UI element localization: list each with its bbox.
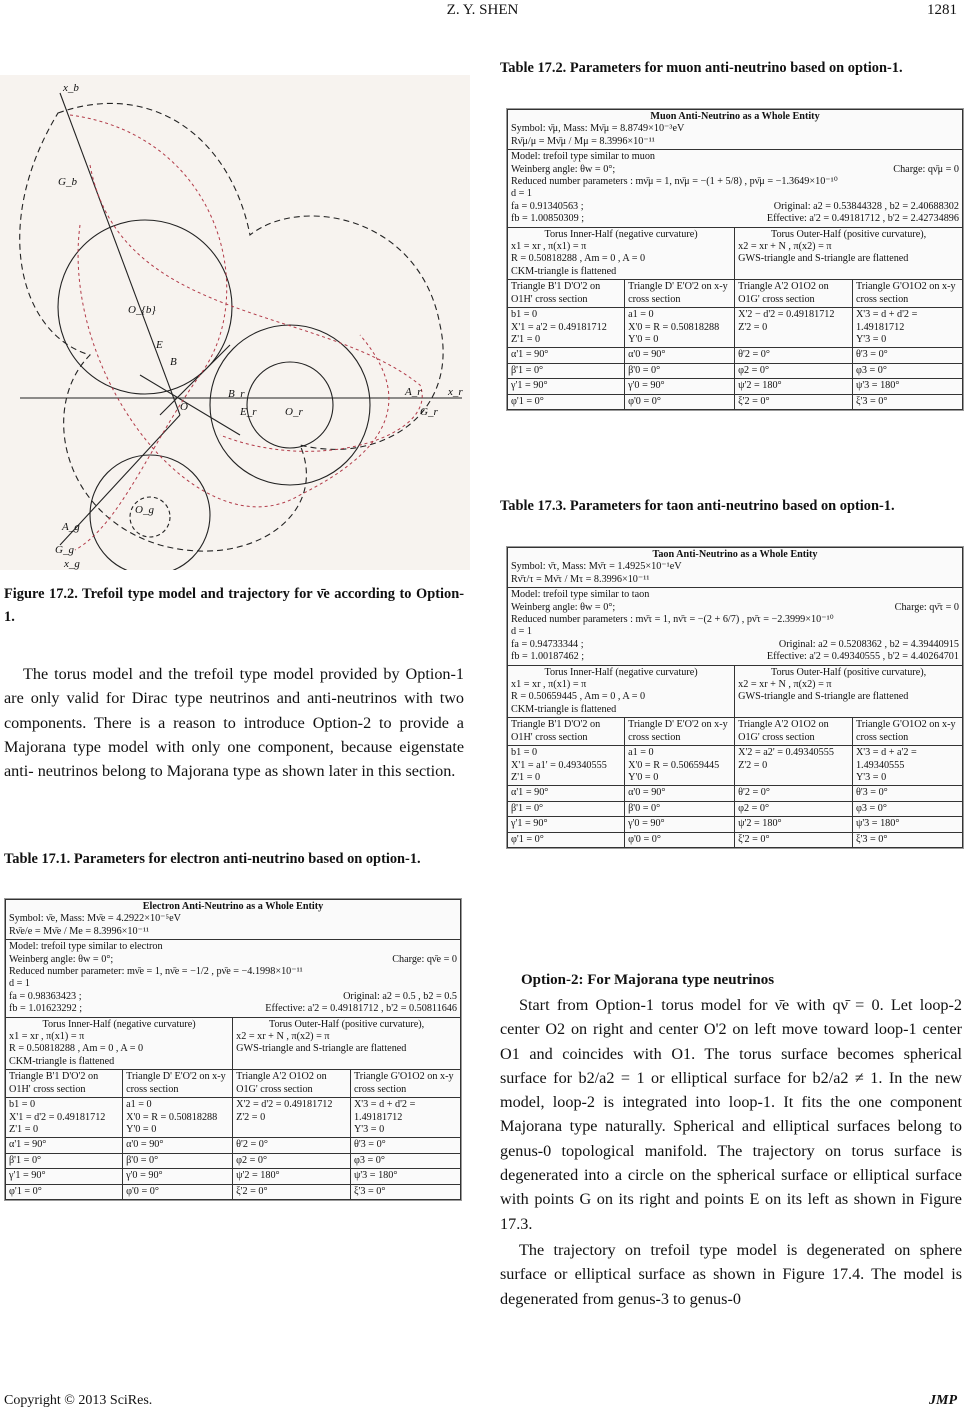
t3-phi-1: φ'0 = 0°	[625, 832, 735, 847]
t3-c4-1: Y'3 = 0	[855, 771, 887, 783]
t1-eff: Effective: a'2 = 0.49181712 , b'2 = 0.50811646	[265, 1003, 457, 1015]
t1-c2-0: a1 = 0	[126, 1099, 152, 1111]
t3-c1-1: X'1 = a1' = 0.49340555	[511, 759, 607, 771]
t2-c1-0: b1 = 0	[511, 309, 538, 321]
figure-caption: Figure 17.2. Trefoil type model and trajectory for ν̄e according to Option-1.	[4, 586, 464, 625]
t2-symbol: Symbol: ν̄μ, Mass: Mν̄μ = 8.8749×10⁻³eV	[511, 123, 685, 135]
t2-inner-head: Torus Inner-Half (negative curvature)	[544, 228, 698, 240]
table-17-3-caption: Table 17.3. Parameters for taon anti-neutrino based on option-1.	[500, 498, 895, 514]
t1-beta-2: φ2 = 0°	[233, 1153, 351, 1168]
t1-c2-1: X'0 = R = 0.50818288	[126, 1111, 218, 1123]
t3-c3-0: X'2 = a2' = 0.49340555	[738, 747, 834, 759]
t2-c4-0: X'3 = d + d'2 = 1.49181712	[855, 309, 918, 333]
t1-tri-a: Triangle A'2 O1O2 on O1G' cross section	[233, 1070, 351, 1098]
t3-tri-g: Triangle G'O1O2 on x-y cross section	[852, 718, 962, 746]
t3-d: d = 1	[511, 626, 533, 638]
t2-outer-l1: x2 = xr + N , π(x2) = π	[738, 241, 832, 253]
t1-phi-0: φ'1 = 0°	[6, 1184, 123, 1199]
trefoil-figure	[0, 75, 470, 570]
t2-c3-0: X'2 − d'2 = 0.49181712	[738, 309, 835, 321]
t1-tri-g: Triangle G'O1O2 on x-y cross section	[350, 1070, 460, 1098]
t1-phi-3: ξ'3 = 0°	[350, 1184, 460, 1199]
t2-model: Model: trefoil type similar to muon	[511, 151, 656, 163]
t3-c1-0: b1 = 0	[511, 747, 538, 759]
t1-outer-head: Torus Outer-Half (positive curvature),	[268, 1018, 425, 1030]
t2-tri-g: Triangle G'O1O2 on x-y cross section	[852, 280, 962, 308]
t2-fb: fb = 1.00850309 ;	[511, 213, 585, 225]
table-17-2-caption: Table 17.2. Parameters for muon anti-neutrino based on option-1.	[500, 60, 903, 76]
t3-model: Model: trefoil type similar to taon	[511, 589, 650, 601]
t1-outer-l2: GWS-triangle and S-triangle are flattened	[236, 1043, 407, 1055]
t1-d: d = 1	[9, 978, 31, 990]
t1-phi-2: ξ'2 = 0°	[233, 1184, 351, 1199]
t3-beta-2: φ2 = 0°	[735, 801, 853, 816]
table-17-1	[4, 898, 462, 1201]
t2-beta-3: φ3 = 0°	[852, 363, 962, 378]
t3-eff: Effective: a'2 = 0.49340555 , b'2 = 4.40264701	[766, 651, 959, 663]
t3-weinberg: Weinberg angle: θw = 0°;	[511, 601, 616, 613]
er-label: E_r	[240, 406, 257, 418]
table-17-2-caption-block	[500, 58, 962, 78]
t1-gamma-2: ψ'2 = 180°	[233, 1169, 351, 1184]
t2-gamma-1: γ'0 = 90°	[625, 379, 735, 394]
t2-c3-1: Z'2 = 0	[738, 321, 768, 333]
t3-gamma-2: ψ'2 = 180°	[735, 817, 853, 832]
t2-tri-a: Triangle A'2 O1O2 on O1G' cross section	[735, 280, 853, 308]
b-label: B	[170, 356, 177, 368]
t2-r: R = 0.50818288 , Am = 0 , A = 0	[511, 253, 646, 265]
table-17-2	[506, 108, 964, 411]
t1-gamma-1: γ'0 = 90°	[123, 1169, 233, 1184]
t2-reduced: Reduced number parameters : mν̄μ = 1, nν̄μ = −(1 + 5/8) , pν̄μ = −1.3649×10⁻¹⁰	[511, 176, 838, 188]
left-body	[4, 662, 464, 783]
t1-c4-0: X'3 = d + d'2 = 1.49181712	[353, 1099, 416, 1123]
t3-phi-3: ξ'3 = 0°	[852, 832, 962, 847]
t3-title: Taon Anti-Neutrino as a Whole Entity	[652, 549, 818, 560]
t3-tri-b: Triangle B'1 D'O'2 on O1H' cross section	[508, 718, 625, 746]
option2-section	[500, 972, 962, 1311]
t1-beta-0: β'1 = 0°	[6, 1153, 123, 1168]
t3-charge: Charge: qν̄τ = 0	[894, 601, 959, 613]
t1-alpha-1: α'0 = 90°	[123, 1138, 233, 1153]
t2-orig: Original: a2 = 0.53844328 , b2 = 2.40688302	[773, 200, 959, 212]
t2-c4-1: Y'3 = 0	[855, 333, 887, 345]
t3-symbol: Symbol: ν̄τ, Mass: Mν̄τ = 1.4925×10⁻¹eV	[511, 561, 682, 573]
t1-ratio: Rν̄e/e = Mν̄e / Me = 8.3996×10⁻¹¹	[9, 925, 150, 937]
t2-alpha-0: α'1 = 90°	[508, 348, 625, 363]
t2-outer-head: Torus Outer-Half (positive curvature),	[770, 228, 927, 240]
t1-beta-3: φ3 = 0°	[350, 1153, 460, 1168]
t1-orig: Original: a2 = 0.5 , b2 = 0.5	[343, 990, 457, 1002]
gr-label: G_r	[420, 406, 438, 418]
t1-reduced: Reduced number parameter: mν̄e = 1, nν̄e = −1/2 , pν̄e = −4.1998×10⁻¹¹	[9, 966, 303, 978]
t3-outer-l1: x2 = xr + N , π(x2) = π	[738, 679, 832, 691]
t1-gamma-3: ψ'3 = 180°	[350, 1169, 460, 1184]
option2-paragraph-2: The trajectory on trefoil type model is degenerated on sphere surface or elliptical surface as shown in Figure 17.4. The model is degenerated from genus-3 to genus-0	[500, 1240, 962, 1308]
t1-fa: fa = 0.98363423 ;	[9, 990, 82, 1002]
t1-c1-0: b1 = 0	[9, 1099, 36, 1111]
t1-c1-2: Z'1 = 0	[9, 1123, 39, 1135]
t1-inner-l1: x1 = xr , π(x1) = π	[9, 1031, 85, 1043]
left-paragraph: The torus model and the trefoil type model provided by Option-1 are only valid for Dirac type neutrinos and anti-neutrinos with two components. There is a reason to introduce Option-2 to provide a Majorana type model with only one component, because eigenstate anti- neutrinos belong to Majorana type as shown later in this section.	[4, 665, 464, 781]
t3-outer-head: Torus Outer-Half (positive curvature),	[770, 666, 927, 678]
t1-tri-d: Triangle D' E'O'2 on x-y cross section	[123, 1070, 233, 1098]
t2-ratio: Rν̄μ/μ = Mν̄μ / Mμ = 8.3996×10⁻¹¹	[511, 135, 655, 147]
t2-beta-1: β'0 = 0°	[625, 363, 735, 378]
br-label: B_r	[228, 388, 245, 400]
t3-gamma-0: γ'1 = 90°	[508, 817, 625, 832]
option2-paragraph-1: Start from Option-1 torus model for ν̄e with qν̄ = 0. Let loop-2 center O2 on right and center O'2 on left move toward loop-1 center O1 and coincides with O1. The torus surface becomes spherical surface for b2/a2 = 1 or elliptical surface for b2/a2 ≠ 1. In the new model, loop-2 is integrated into loop-1. It fits the one component Majorana type naturally. Spherical and elliptical surfaces belong to genus-0 topological manifold. The trajectory on torus surface is degenerated into a circle on the spherical surface or elliptical surface with points G on its right and points E on its left as shown in Figure 17.3.	[500, 996, 962, 1233]
t2-c2-2: Y'0 = 0	[628, 333, 659, 345]
t2-eff: Effective: a'2 = 0.49181712 , b'2 = 2.42734896	[766, 213, 959, 225]
t2-gamma-2: ψ'2 = 180°	[735, 379, 853, 394]
t3-inner-l1: x1 = xr , π(x1) = π	[511, 679, 587, 691]
og-label: O_g	[135, 504, 154, 516]
t2-beta-0: β'1 = 0°	[508, 363, 625, 378]
t3-c1-2: Z'1 = 0	[511, 771, 541, 783]
t1-c3-1: Z'2 = 0	[236, 1111, 266, 1123]
t1-c2-2: Y'0 = 0	[126, 1123, 157, 1135]
t3-c3-1: Z'2 = 0	[738, 759, 768, 771]
t1-c1-1: X'1 = d'2 = 0.49181712	[9, 1111, 106, 1123]
t3-fa: fa = 0.94733344 ;	[511, 638, 584, 650]
t1-alpha-0: α'1 = 90°	[6, 1138, 123, 1153]
t2-tri-d: Triangle D' E'O'2 on x-y cross section	[625, 280, 735, 308]
t2-c2-0: a1 = 0	[628, 309, 654, 321]
xg-label: x_g	[64, 558, 80, 570]
t2-inner-l3: CKM-triangle is flattened	[511, 265, 617, 277]
t3-reduced: Reduced number parameters : mν̄τ = 1, nν̄τ = −(2 + 6/7) , pν̄τ = −2.3999×10⁻¹⁰	[511, 614, 834, 626]
t3-beta-1: β'0 = 0°	[625, 801, 735, 816]
t1-phi-1: φ'0 = 0°	[123, 1184, 233, 1199]
t3-outer-l2: GWS-triangle and S-triangle are flattened	[738, 691, 909, 703]
t2-title: Muon Anti-Neutrino as a Whole Entity	[650, 111, 820, 122]
ar-label: A_r	[405, 386, 422, 398]
xr-label: x_r	[448, 386, 463, 398]
ob-label: O_{b}	[128, 304, 156, 316]
t2-alpha-1: α'0 = 90°	[625, 348, 735, 363]
t1-inner-head: Torus Inner-Half (negative curvature)	[42, 1018, 196, 1030]
t3-c2-0: a1 = 0	[628, 747, 654, 759]
running-header: Z. Y. SHEN	[446, 2, 519, 18]
t1-charge: Charge: qν̄e = 0	[392, 953, 457, 965]
t3-c2-2: Y'0 = 0	[628, 771, 659, 783]
page-number: 1281	[927, 2, 957, 18]
t3-tri-a: Triangle A'2 O1O2 on O1G' cross section	[735, 718, 853, 746]
t2-phi-3: ξ'3 = 0°	[852, 394, 962, 409]
t2-tri-b: Triangle B'1 D'O'2 on O1H' cross section	[508, 280, 625, 308]
journal-name: JMP	[929, 1393, 957, 1408]
copyright: Copyright © 2013 SciRes.	[4, 1393, 153, 1408]
t2-alpha-3: θ'3 = 0°	[852, 348, 962, 363]
t2-c2-1: X'0 = R = 0.50818288	[628, 321, 720, 333]
option2-heading: Option-2: For Majorana type neutrinos	[521, 972, 775, 988]
t1-weinberg: Weinberg angle: θw = 0°;	[9, 953, 114, 965]
t3-inner-head: Torus Inner-Half (negative curvature)	[544, 666, 698, 678]
t1-tri-b: Triangle B'1 D'O'2 on O1H' cross section	[6, 1070, 123, 1098]
trefoil-diagram	[0, 75, 470, 570]
xb-label: x_b	[63, 82, 79, 94]
t3-phi-0: φ'1 = 0°	[508, 832, 625, 847]
t1-symbol: Symbol: ν̄e, Mass: Mν̄e = 4.2922×10⁻⁵eV	[9, 913, 181, 925]
gg-label: G_g	[55, 544, 74, 556]
table-17-3	[506, 546, 964, 849]
t1-beta-1: β'0 = 0°	[123, 1153, 233, 1168]
t2-gamma-0: γ'1 = 90°	[508, 379, 625, 394]
t3-gamma-1: γ'0 = 90°	[625, 817, 735, 832]
t3-phi-2: ξ'2 = 0°	[735, 832, 853, 847]
t3-inner-l3: CKM-triangle is flattened	[511, 703, 617, 715]
t2-c1-1: X'1 = a'2 = 0.49181712	[511, 321, 607, 333]
t2-gamma-3: ψ'3 = 180°	[852, 379, 962, 394]
t2-beta-2: φ2 = 0°	[735, 363, 853, 378]
or-label: O_r	[285, 406, 303, 418]
t1-fb: fb = 1.01623292 ;	[9, 1003, 83, 1015]
t2-phi-2: ξ'2 = 0°	[735, 394, 853, 409]
t2-fa: fa = 0.91340563 ;	[511, 200, 584, 212]
t2-inner-l1: x1 = xr , π(x1) = π	[511, 241, 587, 253]
t3-gamma-3: ψ'3 = 180°	[852, 817, 962, 832]
t1-alpha-2: θ'2 = 0°	[233, 1138, 351, 1153]
t1-inner-l3: CKM-triangle is flattened	[9, 1055, 115, 1067]
t1-model: Model: trefoil type similar to electron	[9, 941, 163, 953]
t3-c4-0: X'3 = d + a'2 = 1.49340555	[855, 747, 917, 771]
t2-c1-2: Z'1 = 0	[511, 333, 541, 345]
t1-outer-l1: x2 = xr + N , π(x2) = π	[236, 1031, 330, 1043]
t2-weinberg: Weinberg angle: θw = 0°;	[511, 163, 616, 175]
t2-charge: Charge: qν̄μ = 0	[893, 163, 959, 175]
t1-alpha-3: θ'3 = 0°	[350, 1138, 460, 1153]
ag-label: A_g	[62, 521, 80, 533]
t3-alpha-1: α'0 = 90°	[625, 786, 735, 801]
t2-alpha-2: θ'2 = 0°	[735, 348, 853, 363]
t2-d: d = 1	[511, 188, 533, 200]
gb-label: G_b	[58, 176, 77, 188]
t3-tri-d: Triangle D' E'O'2 on x-y cross section	[625, 718, 735, 746]
t3-beta-0: β'1 = 0°	[508, 801, 625, 816]
t1-gamma-0: γ'1 = 90°	[6, 1169, 123, 1184]
t2-outer-l2: GWS-triangle and S-triangle are flattened	[738, 253, 909, 265]
t1-r: R = 0.50818288 , Am = 0 , A = 0	[9, 1043, 144, 1055]
t3-alpha-0: α'1 = 90°	[508, 786, 625, 801]
o-label: O	[180, 401, 188, 413]
e-label: E	[156, 339, 163, 351]
table-17-1-caption-block	[4, 849, 464, 869]
t2-phi-1: φ'0 = 0°	[625, 394, 735, 409]
table-17-1-caption: Table 17.1. Parameters for electron anti-neutrino based on option-1.	[4, 851, 421, 867]
t1-title: Electron Anti-Neutrino as a Whole Entity	[142, 901, 324, 912]
t3-fb: fb = 1.00187462 ;	[511, 651, 585, 663]
t3-beta-3: φ3 = 0°	[852, 801, 962, 816]
t3-c2-1: X'0 = R = 0.50659445	[628, 759, 720, 771]
t3-alpha-2: θ'2 = 0°	[735, 786, 853, 801]
figure-caption-block	[4, 583, 464, 629]
t1-c4-1: Y'3 = 0	[353, 1123, 385, 1135]
t3-orig: Original: a2 = 0.5208362 , b2 = 4.39440915	[778, 638, 959, 650]
t2-phi-0: φ'1 = 0°	[508, 394, 625, 409]
t1-c3-0: X'2 = d'2 = 0.49181712	[236, 1099, 333, 1111]
t3-ratio: Rν̄τ/τ = Mν̄τ / Mτ = 8.3996×10⁻¹¹	[511, 573, 650, 585]
t3-r: R = 0.50659445 , Am = 0 , A = 0	[511, 691, 646, 703]
t3-alpha-3: θ'3 = 0°	[852, 786, 962, 801]
table-17-3-caption-block	[500, 496, 962, 516]
